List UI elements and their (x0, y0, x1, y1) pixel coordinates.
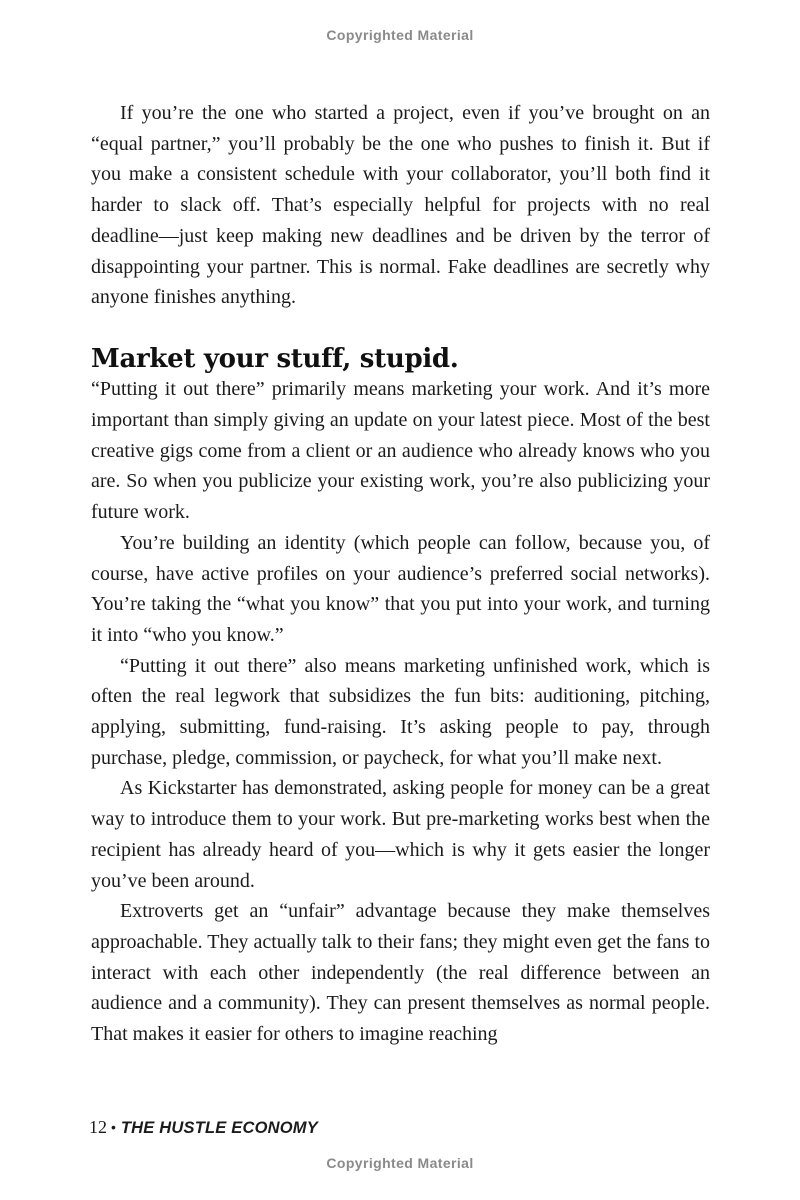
body-paragraph: Extroverts get an “unfair” advantage because they make themselves approachable. They actually talk to their fans; they might even get the fans to interact with each other independently (the real difference between an audience and a community). They can present themselves as normal people. That makes it easier for others to imagine reaching (91, 900, 710, 1046)
body-paragraph: “Putting it out there” primarily means marketing your work. And it’s more important than simply giving an update on your latest piece. Most of the best creative gigs come from a client or an audience who already knows who you are. So when you publicize your existing work, you’re also publicizing your future work. (91, 378, 710, 524)
body-paragraph: As Kickstarter has demonstrated, asking people for money can be a great way to introduce them to your work. But pre-marketing works best when the recipient has already heard of you—which is why it gets easier the longer you’ve been around. (91, 777, 710, 892)
bullet-separator: • (111, 1119, 116, 1135)
section-heading: Market your stuff, stupid. (91, 343, 459, 374)
copyright-notice-bottom: Copyrighted Material (326, 1155, 474, 1171)
body-paragraph: “Putting it out there” also means marketing unfinished work, which is often the real legwork that subsidizes the fun bits: auditioning, pitching, applying, submitting, fund-raising. It’s asking people to pay, through purchase, pledge, commission, or paycheck, for what you’ll make next. (91, 654, 710, 769)
page-footer (89, 1117, 318, 1139)
book-title: THE HUSTLE ECONOMY (120, 1119, 318, 1137)
page-text-block (91, 98, 710, 1050)
page-number: 12 (89, 1117, 107, 1137)
body-paragraph: If you’re the one who started a project, even if you’ve brought on an “equal partner,” you’ll probably be the one who pushes to finish it. But if you make a consistent schedule with your collaborator, you’ll both find it harder to slack off. That’s especially helpful for projects with no real deadline—just keep making new deadlines and be driven by the terror of disappointing your partner. This is normal. Fake deadlines are secretly why anyone finishes anything. (91, 102, 710, 309)
body-paragraph: You’re building an identity (which people can follow, because you, of course, have active profiles on your audience’s preferred social networks). You’re taking the “what you know” that you put into your work, and turning it into “who you know.” (91, 531, 710, 646)
copyright-notice-top: Copyrighted Material (326, 27, 474, 43)
